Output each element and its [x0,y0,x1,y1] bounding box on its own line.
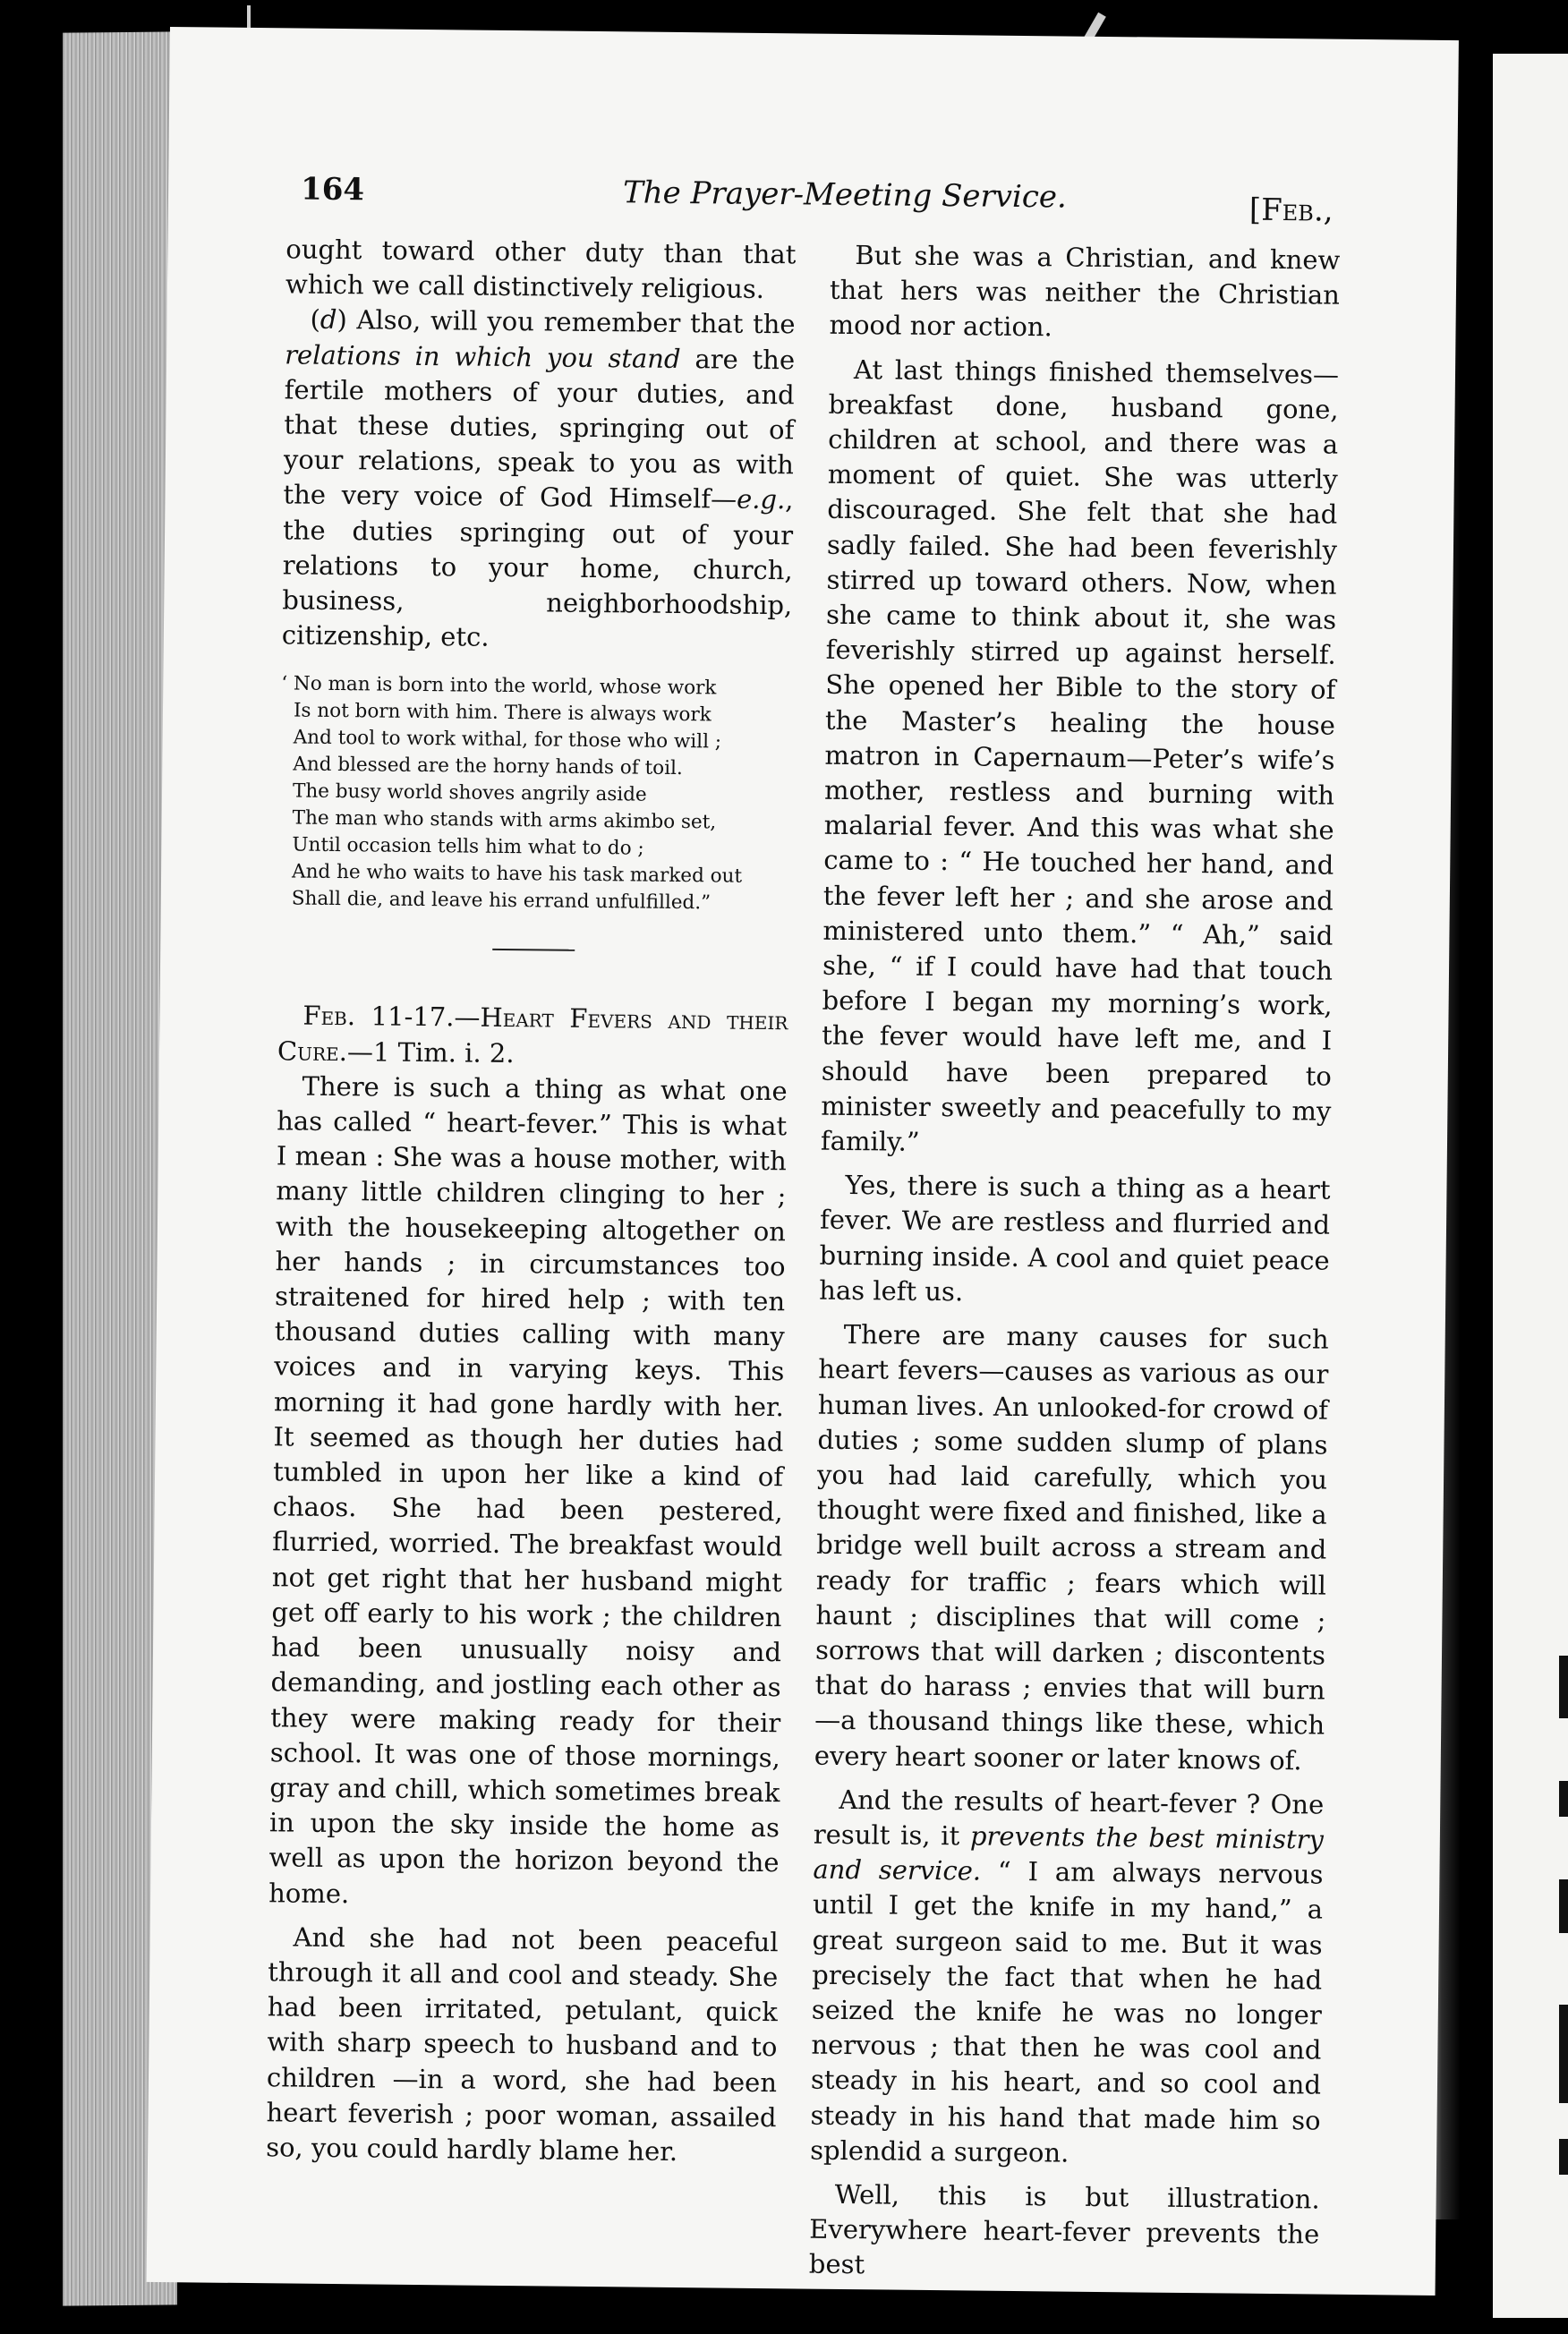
section-heading: Feb. 11-17.—Heart Fevers and their Cure.—1 Tim. i. 2. [277,1001,788,1069]
emphasis: relations in which you stand [284,338,681,374]
running-month: [Feb., [1248,192,1334,229]
paragraph: Well, this is but illustration. Everywhere heart-fever prevents the best [808,2178,1320,2280]
poem-line: Shall die, and leave his errand unfulfilled.” [291,887,712,915]
right-column [809,238,1341,2287]
running-head [300,154,1376,229]
page-number: 164 [300,171,365,209]
facing-page-text-fragment [1559,1656,1568,1718]
poem-line: Until occasion tells him what to do ; [292,833,644,861]
scan-mark [247,5,251,29]
book-page [147,27,1459,2296]
poem-line: ‘ No man is born into the world, whose work [281,672,717,700]
poem-line: Is not born with him. There is always work [293,699,712,727]
poem-line: And tool to work withal, for those who will ; [293,726,722,754]
poem-line: And blessed are the horny hands of toil. [293,753,683,780]
paragraph: ought toward other duty than that which we call distinctively religious. [285,234,797,305]
paragraph: And the results of heart-fever ? One result is, it prevents the best ministry and service. “ I am always nervous until I get the knife in my hand,” a great surgeon said to me. But it was precisely the fact that when he had seized the knife he was no longer nervous ; that then he was cool and steady in his heart, and so cool and steady in his hand that made him so splendid a surgeon. [810,1784,1325,2168]
paragraph: And she had not been peaceful through it all and cool and steady. She had been irritated, petulant, quick with sharp speech to husband and to children —in a word, she had been heart feverish ; poor woman, assailed so, you could hardly blame her. [266,1921,779,2168]
paragraph: Yes, there is such a thing as a heart fever. We are restless and flurried and burning inside. A cool and quiet peace has left us. [819,1170,1331,1308]
facing-page-edge [1493,54,1568,2318]
paragraph: There are many causes for such heart fevers—causes as various as our human lives. An unlooked-for crowd of duties ; some sudden slump of plans you had laid carefully, which you thought were fixed and finished, like a bridge well built across a stream and ready for traffic ; fears which will haunt ; disciplines that will come ; sorrows that will darken ; discontents that do harass ; envies that will burn—a thousand things like these, which every heart sooner or later knows of. [814,1319,1329,1776]
paragraph: (d) Also, will you remember that the relations in which you stand are the fertile mothers of your duties, and that these duties, springing out of your relations, speak to you as with the very voice of God Himself—e.g., the duties springing out of your relations to your home, church, business, neighborhoodship, citizenship, etc. [281,304,796,653]
poem-line: And he who waits to have his task marked out [291,860,743,889]
facing-page-text-fragment [1559,2005,1568,2103]
poem-line: The man who stands with arms akimbo set, [292,806,717,834]
paragraph: At last things finished themselves—breakfast done, husband gone, children at school, and there was a moment of quiet. She was utterly discouraged. She felt that she had sadly failed. She had been feverishly stirred up toward others. Now, when she came to think about it, she was feverishly stirred up against herself. She opened her Bible to the story of the Master’s healing the house matron in Capernaum—Peter’s wife’s mother, restless and burning with malarial fever. And this was what she came to : “ He touched her hand, and the fever left her ; and she arose and ministered unto them.” “ Ah,” said she, “ if I could have had that touch before I began my morning’s work, the fever would have left me, and I should have been prepared to minister sweetly and peacefully to my family.” [820,354,1340,1157]
paragraph: There is such a thing as what one has called “ heart-fever.” This is what I mean : She was a house mother, with many little children clinging to her ; with the housekeeping altogether on her hands ; in circumstances too straitened for hired help ; with ten thousand duties calling with many voices and in varying keys. This morning it had gone hardly with her. It seemed as though her duties had tumbled in upon her like a kind of chaos. She had been pestered, flurried, worried. The breakfast would not get right that her husband might get off early to his work ; the children had been unusually noisy and demanding, and jostling each other as they were making ready for their school. It was one of those mornings, gray and chill, which sometimes break in upon the sky inside the home as well as upon the horizon beyond the home. [268,1070,788,1909]
facing-page-text-fragment [1559,1879,1568,1933]
poem-line: The busy world shoves angrily aside [292,779,647,807]
facing-page-text-fragment [1559,2139,1568,2175]
running-title: The Prayer-Meeting Service. [622,175,1068,216]
facing-page-text-fragment [1559,1781,1568,1817]
paragraph: But she was a Christian, and knew that hers was neither the Christian mood nor action. [829,240,1341,343]
emphasis: prevents the best ministry and service. [813,1820,1325,1887]
section-divider [492,949,575,951]
left-column [266,232,797,2170]
poem-quotation [279,671,792,918]
